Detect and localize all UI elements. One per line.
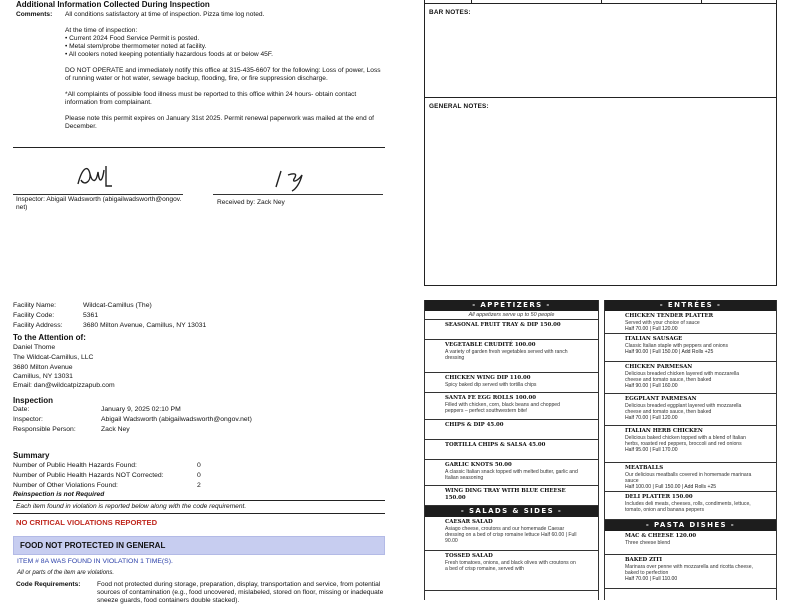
menu-item-description: Includes deli meats, cheeses, rolls, condiments, lettuce, tomato, onion and banana peppers <box>625 501 751 513</box>
menu-item <box>605 531 776 555</box>
text-line: sources of contamination (e.g., food uncovered, mislabeled, stored on floor, missing or inadequate <box>97 589 384 596</box>
received-signature-line <box>213 194 383 195</box>
text-line: sneeze guards, food containers double stacked). <box>97 597 240 604</box>
menu-item-description: Filled with chicken, corn, black beans and chopped peppers – perfect southwestern bite! <box>445 402 560 414</box>
appetizers-subtitle: All appetizers serve up to 50 people <box>425 311 598 320</box>
notes-divider <box>425 97 776 98</box>
salads-header: - SALADS & SIDES - <box>425 506 598 517</box>
menu-item-description: Fresh tomatoes, onions, and black olives with croutons on a bed of crisp romaine, served with <box>445 560 576 572</box>
menu-item-description: Classic Italian staple with peppers and onions <box>625 343 729 349</box>
text-line: December. <box>65 123 97 130</box>
facility-code: 5361 <box>83 312 99 319</box>
menu-item-description: Marinara over penne with mozzarella and ricotta cheese, baked to perfection <box>625 564 753 576</box>
menu-item <box>605 362 776 394</box>
text-line: • Current 2024 Food Service Permit is posted. <box>65 35 200 42</box>
violation-note: Each item found in violation is reported below along with the code requirement. <box>16 503 247 510</box>
attention-title: To the Attention of: <box>13 333 86 342</box>
menu-item-name: VEGETABLE CRUDITÉ 100.00 <box>445 342 536 348</box>
section-title: Additional Information Collected During Inspection <box>16 0 210 9</box>
no-critical-violations: NO CRITICAL VIOLATIONS REPORTED <box>16 518 158 527</box>
menu-item <box>425 486 598 506</box>
menu-item-price: Half 90.00 | Full 160.00 <box>625 383 678 389</box>
menu-item-name: ITALIAN HERB CHICKEN <box>625 428 703 434</box>
menu-item-description: Spicy baked dip served with tortilla chips <box>445 382 537 388</box>
received-signature <box>268 165 318 193</box>
menu-item-name: CHICKEN PARMESAN <box>625 364 693 370</box>
menu-item <box>425 320 598 340</box>
menu-item <box>425 517 598 551</box>
summary-row-value: 0 <box>197 462 201 469</box>
menu-item <box>605 311 776 334</box>
divider <box>13 513 385 514</box>
menu-item-description: Delicious breaded eggplant layered with mozzarella cheese and tomato sauce, then baked <box>625 403 742 415</box>
divider <box>13 500 385 501</box>
notes-tick <box>471 0 472 3</box>
facility-address-label: Facility Address: <box>13 322 63 329</box>
inspector-sig-line1: Inspector: Abigail Wadsworth (abigailwadsworth@ongov. <box>16 196 182 203</box>
pasta-header: - PASTA DISHES - <box>605 520 776 531</box>
pasta-list <box>605 531 776 589</box>
comments-text <box>65 11 390 131</box>
menu-item-price: Half 90.00 | Full 150.00 | Add Rolls +25 <box>625 349 714 355</box>
inspection-title: Inspection <box>13 396 54 405</box>
menu-item <box>605 394 776 426</box>
salads-list <box>425 517 598 591</box>
inspector-signature <box>72 160 122 190</box>
text-line <box>65 83 390 91</box>
menu-item <box>425 460 598 486</box>
menu-item <box>605 492 776 520</box>
violation-header-bar <box>13 536 385 555</box>
text-line: At the time of inspection: <box>65 27 138 34</box>
inspector-label: Inspector: <box>13 416 43 423</box>
entrees-header: - ENTRÉES - <box>605 300 776 311</box>
menu-item-name: CHICKEN WING DIP 110.00 <box>445 375 531 381</box>
text-line: DO NOT OPERATE and immediately notify this office at 315-435-6607 for the following: Loss of power, Loss <box>65 67 381 74</box>
item-sub-note: All or parts of the item are violations. <box>17 570 115 576</box>
menu-item <box>605 426 776 463</box>
menu-item <box>605 463 776 492</box>
text-line: • All coolers noted keeping potentially hazardous foods at or below 45F. <box>65 51 273 58</box>
menu-item-name: MEATBALLS <box>625 465 664 471</box>
appetizers-header: - APPETIZERS - <box>425 300 598 311</box>
inspector-sig-line2: net) <box>16 204 28 211</box>
notes-tick <box>601 0 602 3</box>
summary-title: Summary <box>13 451 50 460</box>
menu-item-price: Half 100.00 | Full 150.00 | Add Rolls +25 <box>625 484 717 490</box>
menu-item-price: Half 95.00 | Full 170.00 <box>625 447 678 453</box>
inspection-report <box>0 0 400 604</box>
summary-block <box>13 461 393 491</box>
violation-header: FOOD NOT PROTECTED IN GENERAL <box>20 541 166 550</box>
text-line <box>65 59 390 67</box>
inspection-block <box>13 405 393 435</box>
menu-item-description: A classic Italian snack topped with melted butter, garlic and Italian seasoning <box>445 469 578 481</box>
summary-row-label: Number of Public Health Hazards Found: <box>13 462 137 469</box>
general-notes-label: GENERAL NOTES: <box>429 103 489 110</box>
responsible-person: Zack Ney <box>101 426 130 433</box>
summary-row-label: Number of Public Health Hazards NOT Corrected: <box>13 472 164 479</box>
facility-name-label: Facility Name: <box>13 302 57 309</box>
menu-item-name: ITALIAN SAUSAGE <box>625 336 683 342</box>
menu-item <box>425 440 598 460</box>
menu-item-name: EGGPLANT PARMESAN <box>625 396 697 402</box>
text-line: The Wildcat-Camillus, LLC <box>13 353 94 361</box>
menu-item-description: A variety of garden fresh vegetables served with ranch dressing <box>445 349 568 361</box>
attention-email: Email: dan@wildcatpizzapub.com <box>13 382 115 389</box>
code-requirements-label: Code Requirements: <box>16 581 81 588</box>
menu-item-description: Our delicious meatballs covered in homemade marinara sauce <box>625 472 752 484</box>
menu-right-column <box>604 300 777 600</box>
menu-item-description: Asiago cheese, croutons and our homemade Caesar dressing on a bed of crisp romaine lettuce Half 60.00 | Full 90.00 <box>445 526 577 544</box>
text-line <box>65 107 390 115</box>
inspector-name: Abigail Wadsworth (abigailwadsworth@ongov.net) <box>101 416 252 423</box>
notes-sheet <box>424 0 777 286</box>
text-line: *All complaints of possible food illness must be reported to this office within 24 hours- obtain contact <box>65 91 357 98</box>
text-line: 3680 Milton Avenue <box>13 363 73 371</box>
comments-label: Comments: <box>16 11 53 18</box>
menu-item-name: CHIPS & DIP 45.00 <box>445 422 504 428</box>
inspection-date: January 9, 2025 02:10 PM <box>101 406 181 413</box>
facility-block <box>13 301 393 331</box>
divider <box>13 147 385 148</box>
bar-notes-label: BAR NOTES: <box>429 9 471 16</box>
menu-item-name: BAKED ZITI <box>625 557 663 563</box>
facility-name: Wildcat-Camillus (The) <box>83 302 152 309</box>
reinspection-note: Reinspection is not Required <box>13 491 105 498</box>
menu-item-description: Delicious breaded chicken layered with mozzarella cheese and tomato sauce, then baked <box>625 371 740 383</box>
menu-item-name: TOSSED SALAD <box>445 553 493 559</box>
text-line: • Metal stem/probe thermometer noted at facility. <box>65 43 207 50</box>
menu-item <box>605 555 776 589</box>
received-by: Received by: Zack Ney <box>217 199 285 206</box>
code-requirements-text <box>97 581 392 605</box>
notes-tick <box>701 0 702 3</box>
facility-address: 3680 Milton Avenue, Camillus, NY 13031 <box>83 322 207 329</box>
menu-item <box>425 340 598 373</box>
text-line: All conditions satisfactory at time of inspection. Pizza time log noted. <box>65 11 265 18</box>
menu-item-description: Delicious baked chicken topped with a blend of Italian herbs, roasted red peppers, broccoli and red onions <box>625 435 746 447</box>
menu-item-name: SANTA FE EGG ROLLS 100.00 <box>445 395 536 401</box>
text-line: Food not protected during storage, preparation, display, transportation and service, from potential <box>97 581 381 588</box>
menu-item-description: Served with your choice of sauce <box>625 320 700 326</box>
menu-left-column <box>424 300 599 600</box>
menu-item <box>425 373 598 393</box>
menu-item <box>425 393 598 420</box>
text-line: Daniel Thome <box>13 344 56 351</box>
text-line: of running water or hot water, sewage backup, flooding, fire, or fire suppression discharge. <box>65 75 328 82</box>
menu-item-price: Half 70.00 | Full 120.00 <box>625 326 678 332</box>
appetizers-list <box>425 320 598 506</box>
menu-item-name: CAESAR SALAD <box>445 519 493 525</box>
menu-item-name: DELI PLATTER 150.00 <box>625 494 693 500</box>
menu-item-description: Three cheese blend <box>625 540 671 546</box>
menu-item <box>425 420 598 440</box>
menu-item-name: GARLIC KNOTS 50.00 <box>445 462 512 468</box>
date-label: Date: <box>13 406 30 413</box>
text-line: Please note this permit expires on January 31st 2025. Permit renewal paperwork was mailed at the end of <box>65 115 374 122</box>
menu-item-name: CHICKEN TENDER PLATTER <box>625 313 714 319</box>
menu-item <box>425 551 598 591</box>
menu-item-price: Half 70.00 | Full 110.00 <box>625 576 678 582</box>
attention-lines <box>13 343 93 382</box>
text-line: information from complainant. <box>65 99 152 106</box>
summary-row-value: 0 <box>197 472 201 479</box>
menu-item <box>605 334 776 362</box>
menu-item-name: WING DING TRAY WITH BLUE CHEESE 150.00 <box>445 488 566 501</box>
menu-item-price: Half 70.00 | Full 120.00 <box>625 415 678 421</box>
item-violation-line: ITEM # 8A WAS FOUND IN VIOLATION 1 TIME(S). <box>17 558 173 565</box>
inspector-signature-caption <box>16 196 196 212</box>
facility-code-label: Facility Code: <box>13 312 55 319</box>
inspector-signature-line <box>13 194 183 195</box>
text-line: Camillus, NY 13031 <box>13 373 73 381</box>
menu-item-name: MAC & CHEESE 120.00 <box>625 533 697 539</box>
summary-row-label: Number of Other Violations Found: <box>13 482 118 489</box>
responsible-label: Responsible Person: <box>13 426 76 433</box>
entrees-list <box>605 311 776 520</box>
menu-item-name: SEASONAL FRUIT TRAY & DIP 150.00 <box>445 322 561 328</box>
summary-row-value: 2 <box>197 482 201 489</box>
notes-top-rule <box>425 3 776 4</box>
text-line <box>65 19 390 27</box>
menu-item-name: TORTILLA CHIPS & SALSA 45.00 <box>445 442 546 448</box>
